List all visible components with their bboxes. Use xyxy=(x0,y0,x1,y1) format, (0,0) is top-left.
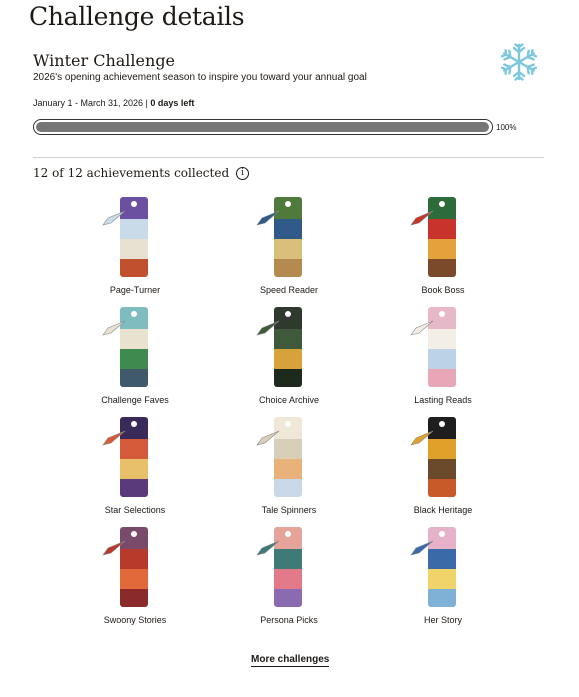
challenge-name: Winter Challenge xyxy=(33,51,176,70)
bookmark-hole xyxy=(439,421,445,427)
achievement-label: Book Boss xyxy=(421,285,465,295)
bookmark-segment xyxy=(274,589,302,607)
snowflake-icon xyxy=(499,42,539,82)
bookmark-segment xyxy=(120,239,148,259)
bookmark-hole xyxy=(131,201,137,207)
bookmark-hole xyxy=(285,311,291,317)
achievements-summary xyxy=(33,166,249,180)
bookmark-segment xyxy=(274,479,302,497)
achievement-badge[interactable] xyxy=(229,307,349,412)
achievement-label: Challenge Faves xyxy=(101,395,169,405)
achievement-badge[interactable] xyxy=(383,417,503,522)
bookmark-hole xyxy=(439,201,445,207)
achievement-badge[interactable] xyxy=(383,527,503,632)
bookmark-segment xyxy=(274,239,302,259)
bookmark-hole xyxy=(131,421,137,427)
tassel-icon xyxy=(410,429,434,447)
bookmark-segment xyxy=(120,369,148,387)
tassel-icon xyxy=(102,209,126,227)
achievement-badge[interactable] xyxy=(229,527,349,632)
bookmark-segment xyxy=(120,589,148,607)
achievement-badge[interactable] xyxy=(383,307,503,412)
tassel-icon xyxy=(410,209,434,227)
bookmark-hole xyxy=(285,201,291,207)
bookmark-hole xyxy=(131,311,137,317)
achievement-label: Speed Reader xyxy=(259,285,319,295)
achievement-badge[interactable] xyxy=(75,197,195,302)
progress-percent: 100% xyxy=(496,123,517,132)
bookmark-segment xyxy=(428,369,456,387)
bookmark-segment xyxy=(428,569,456,589)
achievement-label: Lasting Reads xyxy=(414,395,472,405)
achievement-badge[interactable] xyxy=(383,197,503,302)
achievement-label: Star Selections xyxy=(104,505,166,515)
achievement-badge[interactable] xyxy=(229,417,349,522)
bookmark-segment xyxy=(274,459,302,479)
bookmark-segment xyxy=(428,459,456,479)
achievement-label: Swoony Stories xyxy=(103,615,167,625)
bookmark-hole xyxy=(285,531,291,537)
achievement-label: Her Story xyxy=(423,615,462,625)
bookmark-segment xyxy=(274,369,302,387)
achievement-badge[interactable] xyxy=(75,417,195,522)
bookmark-segment xyxy=(428,239,456,259)
achievements-count: 12 of 12 achievements collected xyxy=(33,166,230,180)
days-left: 0 days left xyxy=(150,98,195,108)
date-range: January 1 - March 31, 2026 | xyxy=(33,98,151,108)
achievement-badge[interactable] xyxy=(229,197,349,302)
achievement-label: Black Heritage xyxy=(413,505,473,515)
bookmark-segment xyxy=(120,349,148,369)
tassel-icon xyxy=(102,539,126,557)
bookmark-segment xyxy=(120,569,148,589)
tassel-icon xyxy=(256,319,280,337)
progress-bar xyxy=(33,119,493,135)
progress-fill xyxy=(36,122,489,132)
tassel-icon xyxy=(102,429,126,447)
tassel-icon xyxy=(256,209,280,227)
info-icon[interactable]: i xyxy=(236,167,249,180)
tassel-icon xyxy=(410,319,434,337)
more-challenges-link[interactable]: More challenges xyxy=(251,654,330,665)
achievement-label: Choice Archive xyxy=(258,395,320,405)
bookmark-segment xyxy=(274,259,302,277)
tassel-icon xyxy=(102,319,126,337)
challenge-dates xyxy=(33,98,194,108)
tassel-icon xyxy=(256,539,280,557)
bookmark-segment xyxy=(428,589,456,607)
bookmark-segment xyxy=(428,259,456,277)
bookmark-segment xyxy=(120,479,148,497)
tassel-icon xyxy=(410,539,434,557)
bookmark-segment xyxy=(428,349,456,369)
bookmark-segment xyxy=(428,479,456,497)
divider xyxy=(33,157,544,158)
page-title: Challenge details xyxy=(29,2,245,31)
bookmark-segment xyxy=(120,459,148,479)
bookmark-hole xyxy=(439,311,445,317)
bookmark-segment xyxy=(120,259,148,277)
tassel-icon xyxy=(256,429,280,447)
achievement-label: Tale Spinners xyxy=(261,505,317,515)
achievement-label: Page-Turner xyxy=(109,285,161,295)
achievement-label: Persona Picks xyxy=(260,615,318,625)
bookmark-hole xyxy=(439,531,445,537)
bookmark-segment xyxy=(274,349,302,369)
challenge-description: 2026's opening achievement season to inspire you toward your annual goal xyxy=(33,72,367,83)
achievement-badge[interactable] xyxy=(75,527,195,632)
achievement-badge[interactable] xyxy=(75,307,195,412)
bookmark-hole xyxy=(285,421,291,427)
bookmark-segment xyxy=(274,569,302,589)
bookmark-hole xyxy=(131,531,137,537)
